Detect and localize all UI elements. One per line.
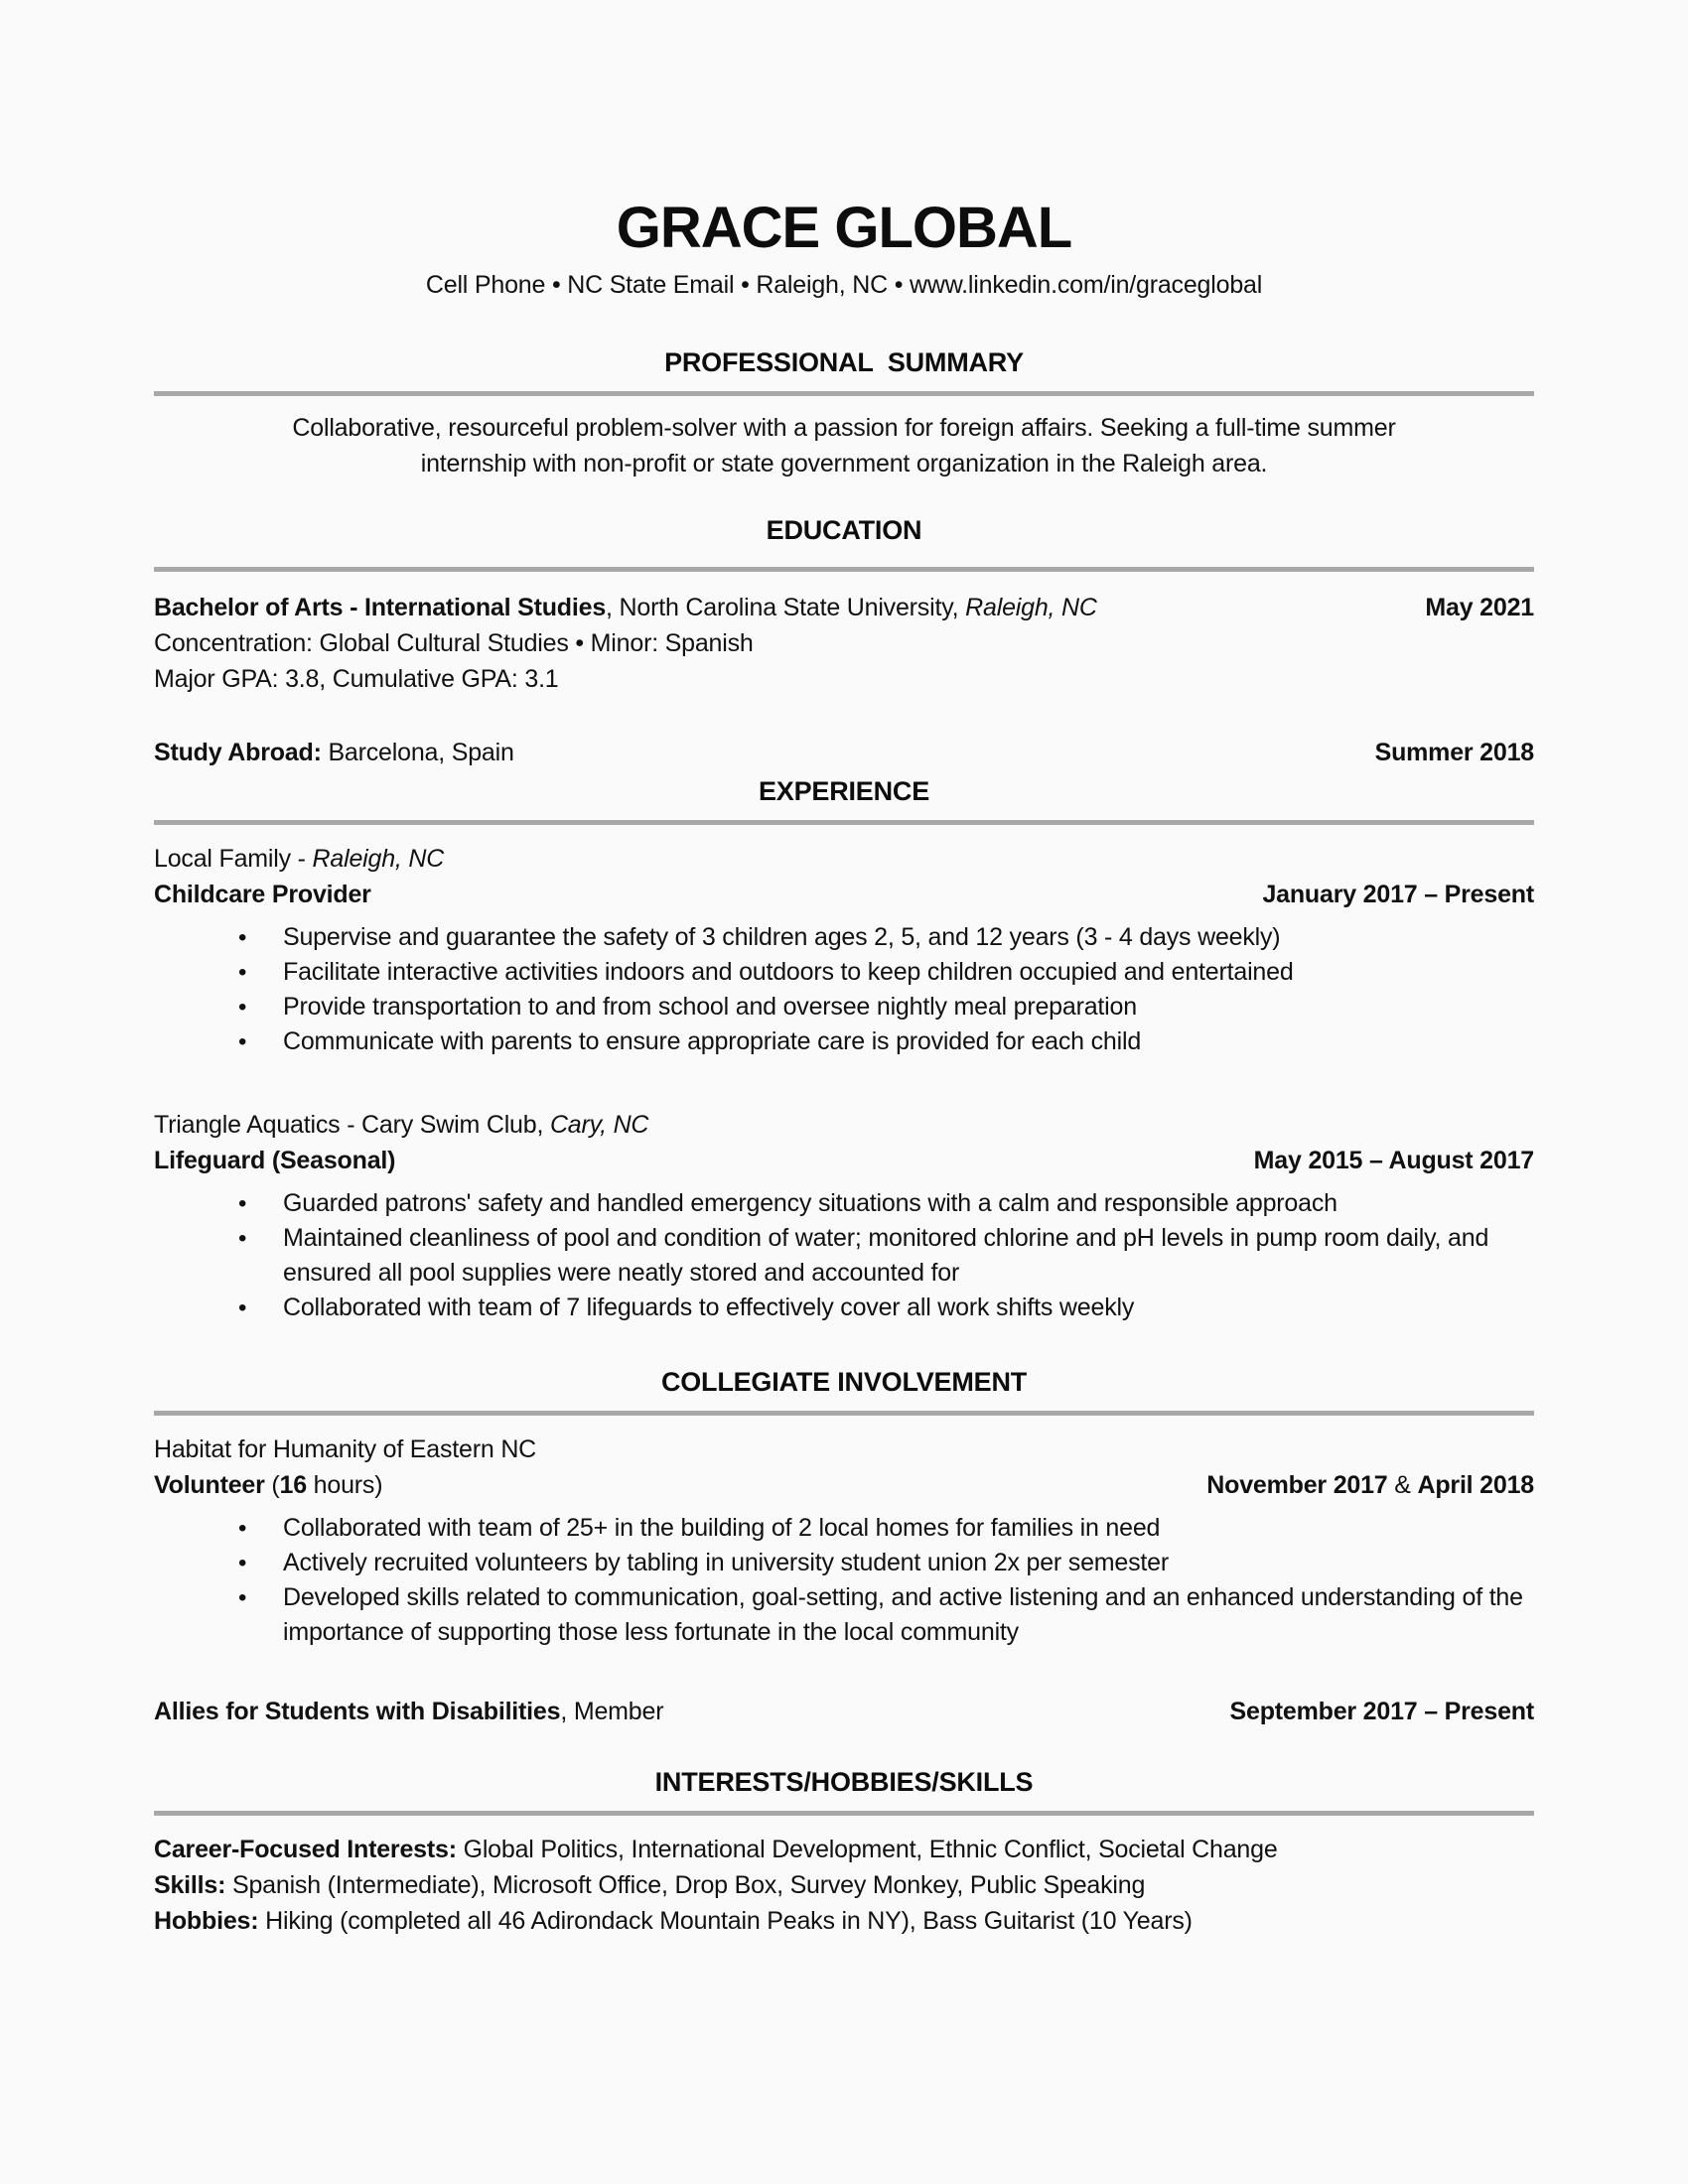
job-location: Raleigh, NC bbox=[312, 845, 445, 873]
bullet-text: • Communicate with parents to ensure appropriate care is provided for each child bbox=[283, 1027, 1142, 1055]
involvement-bullet-list bbox=[154, 1511, 1534, 1650]
interests-line bbox=[154, 1832, 1534, 1867]
role-hours: 16 bbox=[279, 1471, 307, 1499]
degree-location: Raleigh, NC bbox=[965, 594, 1097, 621]
bullet-item bbox=[154, 920, 1534, 955]
job-bullet-list bbox=[154, 1186, 1534, 1325]
bullet-item bbox=[154, 1580, 1534, 1650]
section-collegiate-involvement bbox=[154, 1365, 1534, 1729]
summary-text: Collaborative, resourceful problem-solver with a passion for foreign affairs. Seeking a full-time summer internship with non-profit or state government organization in the Raleigh area. bbox=[292, 414, 1396, 478]
job-org-line bbox=[154, 1107, 1534, 1143]
membership-date: September 2017 – Present bbox=[1229, 1698, 1534, 1725]
study-abroad-row bbox=[154, 735, 1534, 770]
bullet-text: • Guarded patrons' safety and handled emergency situations with a calm and responsible approach bbox=[283, 1189, 1337, 1217]
involvement-role-row bbox=[154, 1467, 1534, 1503]
section-professional-summary bbox=[154, 345, 1534, 481]
job-org: Local Family - bbox=[154, 845, 313, 873]
bullet-text: • Facilitate interactive activities indoors and outdoors to keep children occupied and entertained bbox=[283, 958, 1294, 986]
job-title-row bbox=[154, 877, 1534, 912]
hobbies-value: Hiking (completed all 46 Adirondack Mountain Peaks in NY), Bass Guitarist (10 Years) bbox=[258, 1907, 1193, 1935]
bullet-text: • Collaborated with team of 25+ in the building of 2 local homes for families in need bbox=[283, 1514, 1161, 1542]
section-divider bbox=[154, 391, 1534, 396]
job-org: Triangle Aquatics - Cary Swim Club, bbox=[154, 1111, 550, 1139]
section-heading-interests: INTERESTS/HOBBIES/SKILLS bbox=[654, 1767, 1034, 1797]
interests-block bbox=[154, 1832, 1534, 1939]
candidate-name: GRACE GLOBAL bbox=[616, 196, 1072, 260]
section-education bbox=[154, 513, 1534, 770]
membership-row bbox=[154, 1694, 1534, 1729]
date-ampersand: & bbox=[1387, 1471, 1418, 1499]
section-divider bbox=[154, 567, 1534, 572]
section-heading-education: EDUCATION bbox=[766, 515, 922, 545]
bullet-text: • Supervise and guarantee the safety of 3 children ages 2, 5, and 12 years (3 - 4 days weekly) bbox=[283, 923, 1281, 951]
skills-line bbox=[154, 1867, 1534, 1903]
job-title-row bbox=[154, 1143, 1534, 1178]
bullet-text: • Provide transportation to and from school and oversee nightly meal preparation bbox=[283, 993, 1137, 1021]
section-divider bbox=[154, 1411, 1534, 1416]
gpa-line: Major GPA: 3.8, Cumulative GPA: 3.1 bbox=[154, 665, 559, 693]
membership-role: , Member bbox=[560, 1698, 664, 1725]
involvement-org: Habitat for Humanity of Eastern NC bbox=[154, 1435, 537, 1463]
hobbies-line bbox=[154, 1903, 1534, 1939]
interests-label: Career-Focused Interests: bbox=[154, 1836, 457, 1863]
hobbies-label: Hobbies: bbox=[154, 1907, 259, 1935]
role-title: Volunteer bbox=[154, 1471, 265, 1499]
role-paren-close: hours) bbox=[306, 1471, 383, 1499]
job-bullet-list bbox=[154, 920, 1534, 1059]
bullet-item bbox=[154, 955, 1534, 990]
section-heading-summary: PROFESSIONAL SUMMARY bbox=[664, 347, 1024, 377]
bullet-item bbox=[154, 1546, 1534, 1580]
membership-org: Allies for Students with Disabilities bbox=[154, 1698, 561, 1725]
section-heading-collegiate: COLLEGIATE INVOLVEMENT bbox=[660, 1367, 1028, 1397]
job-title: Childcare Provider bbox=[154, 881, 371, 908]
study-abroad-line bbox=[154, 735, 514, 770]
section-interests-hobbies-skills bbox=[154, 1765, 1534, 1939]
section-divider bbox=[154, 820, 1534, 825]
bullet-item bbox=[154, 1291, 1534, 1325]
section-divider bbox=[154, 1811, 1534, 1816]
job-entry bbox=[154, 1107, 1534, 1325]
bullet-text: • Actively recruited volunteers by tabling in university student union 2x per semester bbox=[283, 1549, 1169, 1576]
degree-row bbox=[154, 590, 1534, 625]
bullet-text: • Developed skills related to communication, goal-setting, and active listening and an enhanced understanding of the importance of supporting those less fortunate in the local community bbox=[283, 1583, 1523, 1646]
degree-line bbox=[154, 590, 1097, 625]
job-title: Lifeguard (Seasonal) bbox=[154, 1147, 396, 1174]
involvement-dates bbox=[1177, 1467, 1534, 1503]
study-abroad-date: Summer 2018 bbox=[1374, 739, 1534, 766]
date-first: November 2017 bbox=[1206, 1471, 1388, 1499]
bullet-item bbox=[154, 1511, 1534, 1546]
job-dates: May 2015 – August 2017 bbox=[1253, 1147, 1534, 1174]
bullet-text: • Maintained cleanliness of pool and condition of water; monitored chlorine and pH levels in pump room daily, and ensured all pool supplies were neatly stored and accounted for bbox=[283, 1224, 1489, 1287]
involvement-entry bbox=[154, 1432, 1534, 1650]
section-experience bbox=[154, 774, 1534, 1325]
degree-school: , North Carolina State University, bbox=[606, 594, 966, 621]
membership-line bbox=[154, 1694, 663, 1729]
interests-value: Global Politics, International Development, Ethnic Conflict, Societal Change bbox=[456, 1836, 1278, 1863]
bullet-item bbox=[154, 1186, 1534, 1221]
education-entry bbox=[154, 590, 1534, 697]
role-paren: ( bbox=[264, 1471, 280, 1499]
bullet-text: • Collaborated with team of 7 lifeguards to effectively cover all work shifts weekly bbox=[283, 1294, 1135, 1321]
degree-date: May 2021 bbox=[1425, 594, 1534, 621]
concentration-line: Concentration: Global Cultural Studies • Minor: Spanish bbox=[154, 629, 754, 657]
skills-value: Spanish (Intermediate), Microsoft Office, Drop Box, Survey Monkey, Public Speaking bbox=[225, 1871, 1146, 1899]
contact-line: Cell Phone • NC State Email • Raleigh, NC • www.linkedin.com/in/graceglobal bbox=[425, 271, 1263, 299]
job-org-line bbox=[154, 841, 1534, 877]
bullet-item bbox=[154, 990, 1534, 1024]
degree-title: Bachelor of Arts - International Studies bbox=[154, 594, 607, 621]
skills-label: Skills: bbox=[154, 1871, 226, 1899]
resume-header bbox=[154, 196, 1534, 302]
job-dates: January 2017 – Present bbox=[1262, 881, 1534, 908]
job-location: Cary, NC bbox=[549, 1111, 649, 1139]
date-second: April 2018 bbox=[1417, 1471, 1534, 1499]
bullet-item bbox=[154, 1024, 1534, 1059]
job-entry bbox=[154, 841, 1534, 1059]
study-abroad-label: Study Abroad: bbox=[154, 739, 322, 766]
bullet-item bbox=[154, 1221, 1534, 1291]
study-abroad-value: Barcelona, Spain bbox=[321, 739, 514, 766]
section-heading-experience: EXPERIENCE bbox=[758, 776, 930, 806]
involvement-role bbox=[154, 1467, 382, 1503]
